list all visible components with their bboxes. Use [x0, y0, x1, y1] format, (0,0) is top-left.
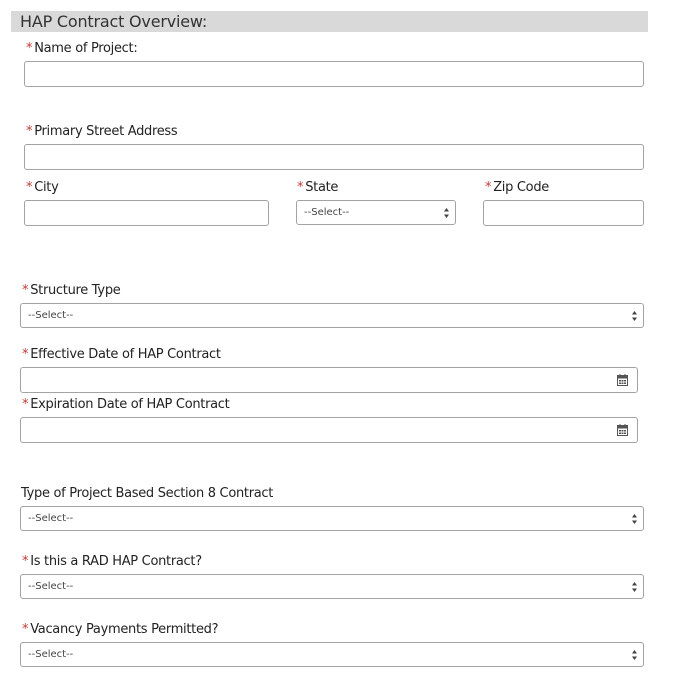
required-marker: *: [26, 124, 33, 139]
rad-hap-selected-value: --Select--: [28, 581, 74, 592]
street-address-input[interactable]: [24, 144, 644, 170]
city-label: * City: [26, 180, 59, 195]
state-select[interactable]: [296, 200, 456, 225]
structure-type-selected-value: --Select--: [28, 310, 74, 321]
city-input[interactable]: [24, 200, 269, 226]
required-marker: *: [26, 41, 33, 56]
structure-type-select[interactable]: [20, 303, 644, 328]
required-marker: *: [297, 180, 304, 195]
zip-code-input[interactable]: [483, 200, 644, 226]
rad-hap-select[interactable]: [20, 574, 644, 599]
required-marker: *: [22, 397, 29, 412]
vacancy-payments-label: * Vacancy Payments Permitted?: [22, 622, 219, 637]
required-marker: *: [22, 347, 29, 362]
section-header: [11, 11, 648, 32]
required-marker: *: [22, 283, 29, 298]
section-title: HAP Contract Overview:: [20, 12, 208, 31]
calendar-icon[interactable]: [617, 374, 628, 386]
sort-arrows-icon: [631, 309, 638, 323]
vacancy-payments-select[interactable]: [20, 642, 644, 667]
contract-type-label: Type of Project Based Section 8 Contract: [21, 486, 274, 501]
rad-hap-label: * Is this a RAD HAP Contract?: [22, 554, 202, 569]
required-marker: *: [22, 554, 29, 569]
zip-code-label: * Zip Code: [485, 180, 549, 195]
sort-arrows-icon: [631, 580, 638, 594]
sort-arrows-icon: [443, 206, 450, 220]
effective-date-input[interactable]: [20, 367, 638, 393]
structure-type-label: * Structure Type: [22, 283, 121, 298]
state-label: * State: [297, 180, 339, 195]
calendar-icon[interactable]: [617, 424, 628, 436]
project-name-label: * Name of Project:: [26, 41, 138, 56]
project-name-input[interactable]: [24, 61, 644, 87]
state-selected-value: --Select--: [304, 207, 350, 218]
required-marker: *: [485, 180, 492, 195]
expiration-date-input[interactable]: [20, 417, 638, 443]
sort-arrows-icon: [631, 648, 638, 662]
street-address-label: * Primary Street Address: [26, 124, 178, 139]
required-marker: *: [26, 180, 33, 195]
expiration-date-label: * Expiration Date of HAP Contract: [22, 397, 230, 412]
vacancy-payments-selected-value: --Select--: [28, 649, 74, 660]
contract-type-select[interactable]: [20, 506, 644, 531]
sort-arrows-icon: [631, 512, 638, 526]
required-marker: *: [22, 622, 29, 637]
effective-date-label: * Effective Date of HAP Contract: [22, 347, 221, 362]
contract-type-selected-value: --Select--: [28, 513, 74, 524]
